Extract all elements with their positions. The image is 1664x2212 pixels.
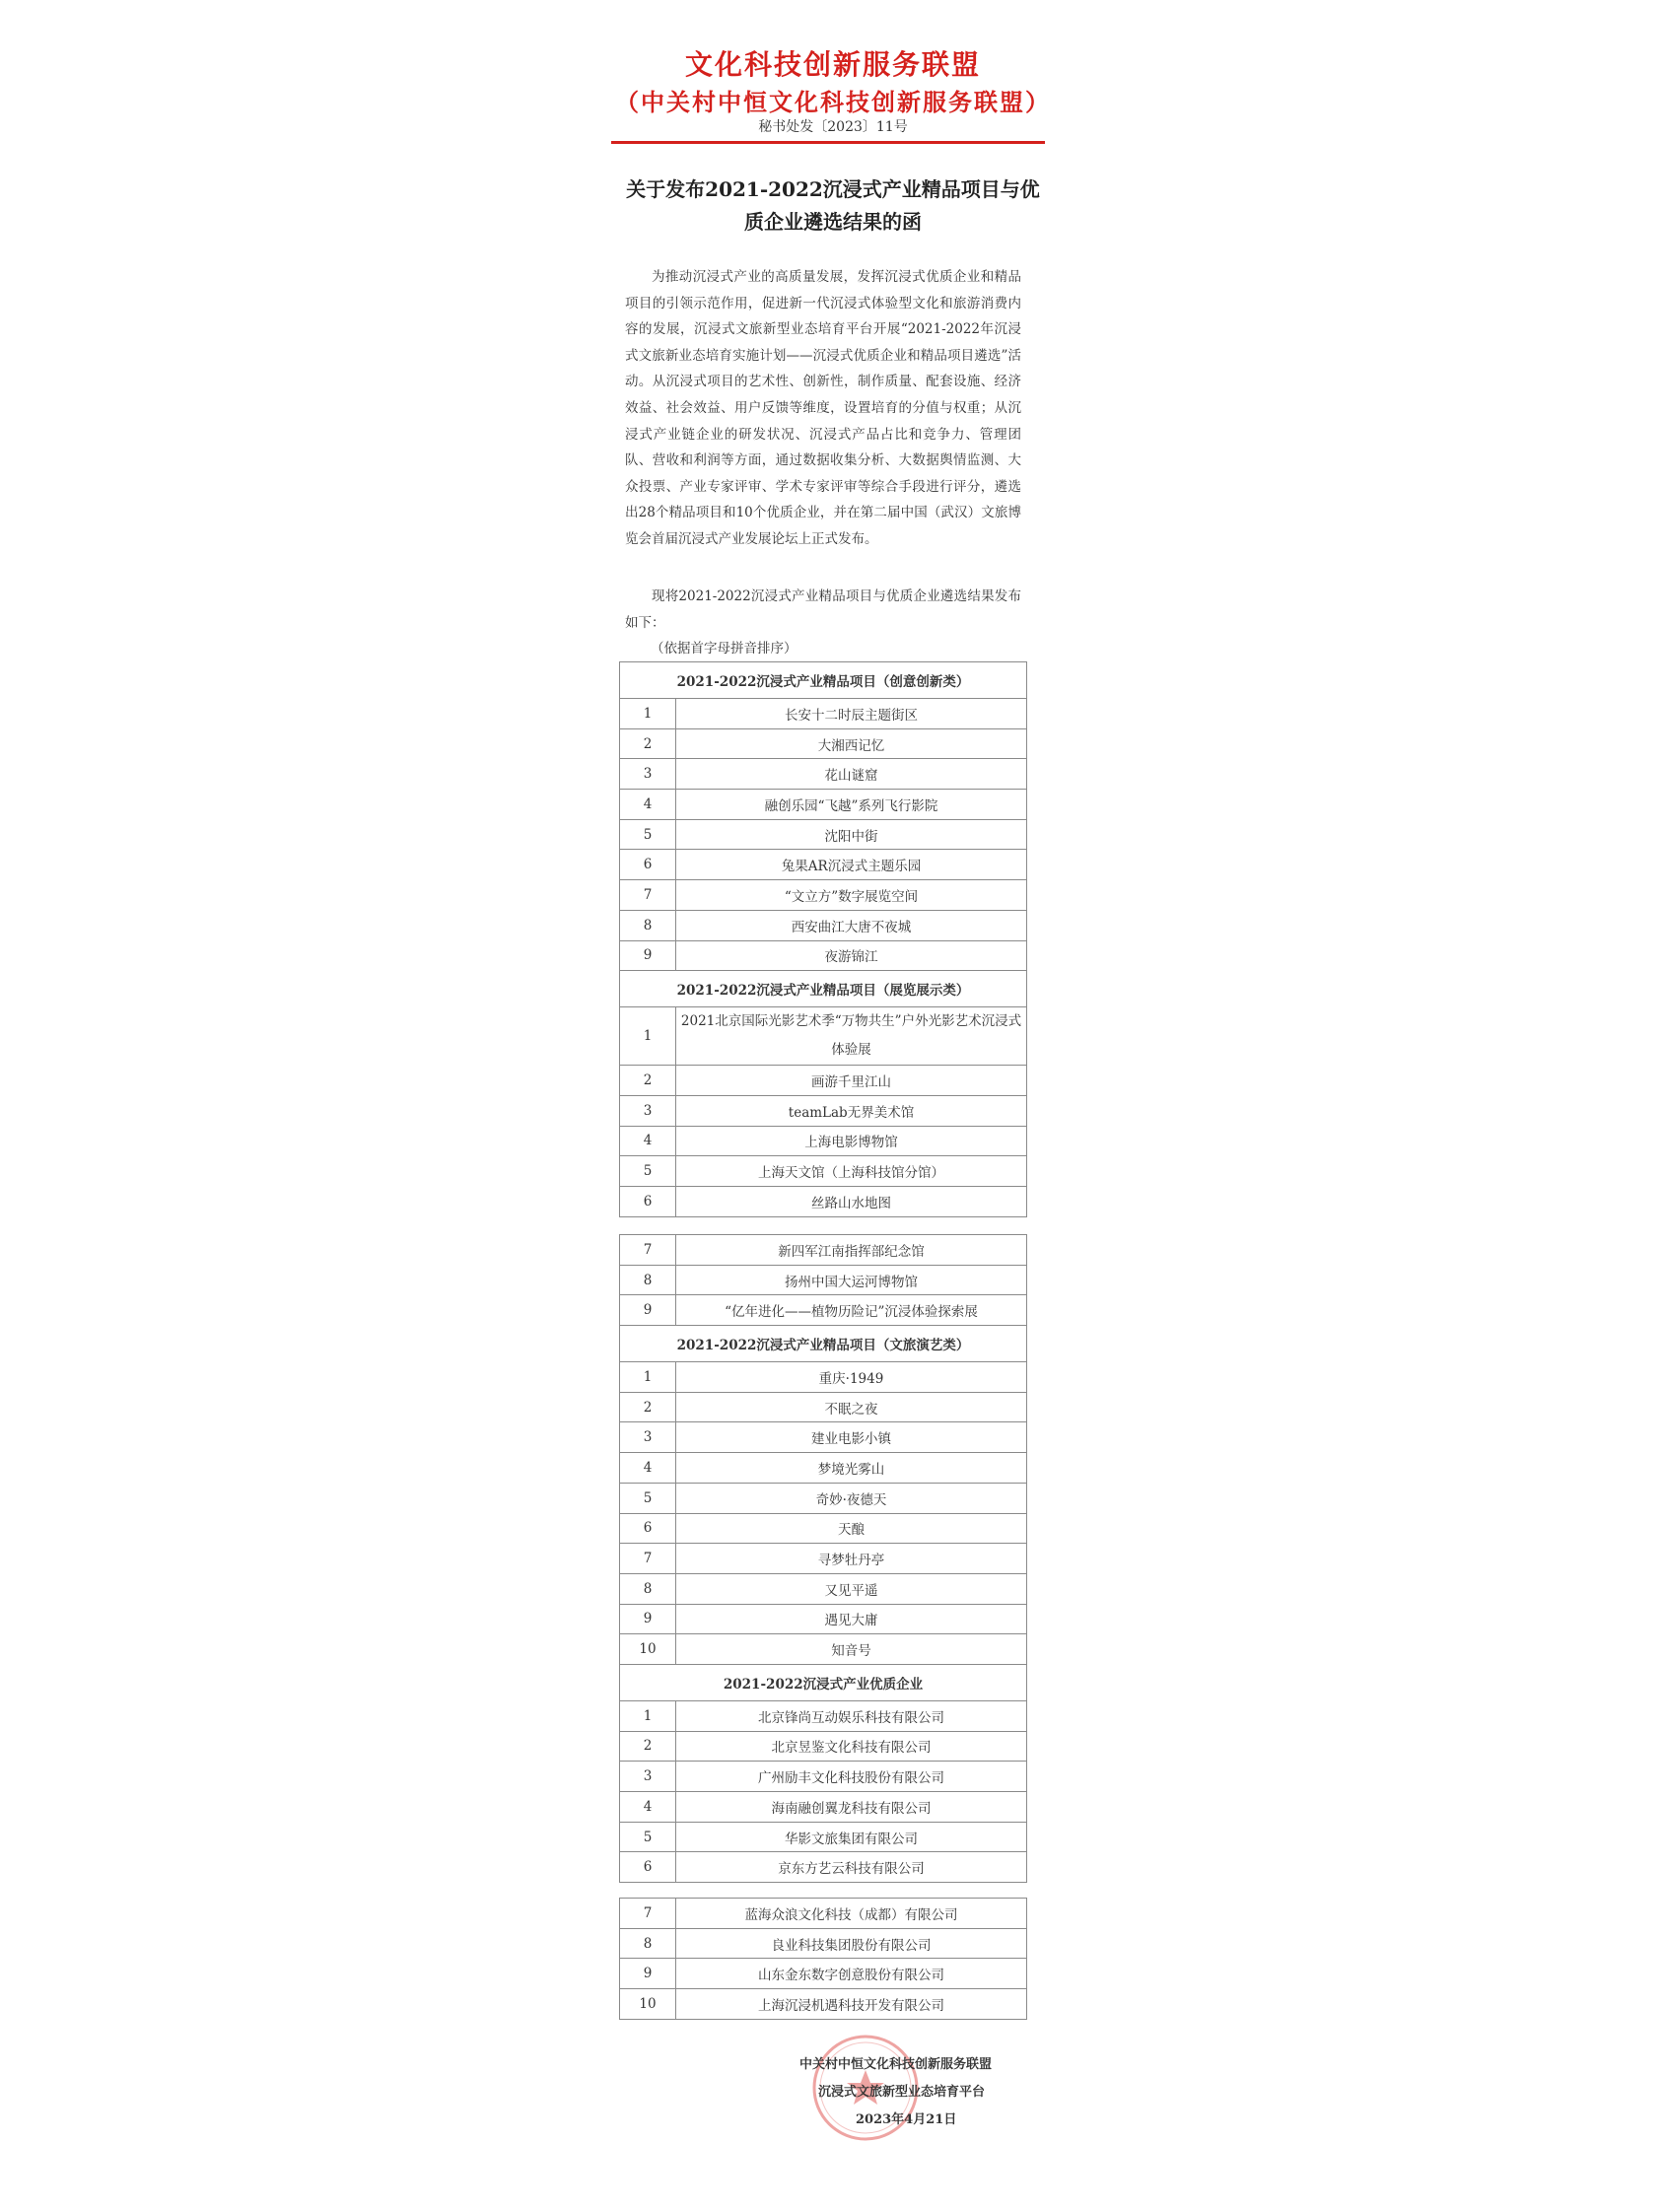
list-item: 北京锋尚互动娱乐科技有限公司 (676, 1700, 1027, 1731)
table-row: 5 华影文旅集团有限公司 (620, 1822, 1027, 1852)
table-row: 6 兔果AR沉浸式主题乐园 (620, 850, 1027, 880)
table-row: 9 夜游锦江 (620, 940, 1027, 971)
org-name: 文化科技创新服务联盟 (684, 48, 981, 81)
list-item: 2021北京国际光影艺术季“万物共生”户外光影艺术沉浸式体验展 (676, 1007, 1027, 1066)
table-row: 10 知音号 (620, 1634, 1027, 1665)
table-row: 4 梦境光雾山 (620, 1453, 1027, 1484)
body-paragraph-2: 现将2021-2022沉浸式产业精品项目与优质企业遴选结果发布如下： (625, 588, 1021, 631)
results-table-2 (619, 1234, 1027, 1883)
table-row: 2 大湘西记忆 (620, 728, 1027, 759)
table-row: 5 沈阳中街 (620, 819, 1027, 850)
document-title: 关于发布2021-2022沉浸式产业精品项目与优质企业遴选结果的函 (626, 177, 1040, 234)
results-table-3 (619, 1898, 1027, 2020)
list-item: 长安十二时辰主题街区 (676, 699, 1027, 729)
list-item: “文立方”数字展览空间 (676, 880, 1027, 911)
table-row: 1 北京锋尚互动娱乐科技有限公司 (620, 1700, 1027, 1731)
list-item: 梦境光雾山 (676, 1453, 1027, 1484)
section-heading-row (620, 662, 1027, 699)
list-item: 西安曲江大唐不夜城 (676, 910, 1027, 940)
list-item: 扬州中国大运河博物馆 (676, 1265, 1027, 1295)
list-item: 良业科技集团股份有限公司 (676, 1928, 1027, 1959)
section-heading-row (620, 971, 1027, 1007)
list-item: 山东金东数字创意股份有限公司 (676, 1959, 1027, 1989)
body-paragraph-1: 为推动沉浸式产业的高质量发展，发挥沉浸式优质企业和精品项目的引领示范作用，促进新一代沉浸式体验型文化和旅游消费内容的发展，沉浸式文旅新型业态培育平台开展“2021-2022年沉浸式文旅新业态培育实施计划——沉浸式优质企业和精品项目遴选”活动。从沉浸式项目的艺术性、创新性，制作质量、配套设施、经济效益、社会效益、用户反馈等维度，设置培育的分值与权重；从沉浸式产业链企业的研发状况、沉浸式产品占比和竞争力、管理团队、营收和利润等方面，通过数据收集分析、大数据舆情监测、大众投票、产业专家评审、学术专家评审等综合手段进行评分，遴选出28个精品项目和10个优质企业，并在第二届中国（武汉）文旅博览会首届沉浸式产业发展论坛上正式发布。 (625, 269, 1021, 547)
table-row: 3 teamLab无界美术馆 (620, 1095, 1027, 1126)
list-item: 融创乐园“飞越”系列飞行影院 (676, 790, 1027, 820)
list-item: 丝路山水地图 (676, 1186, 1027, 1216)
table-row: 1 长安十二时辰主题街区 (620, 699, 1027, 729)
list-item: 上海天文馆（上海科技馆分馆） (676, 1156, 1027, 1187)
list-item: 奇妙·夜德天 (676, 1483, 1027, 1513)
sort-note: （依据首字母拼音排序） (651, 641, 797, 657)
table-row: 8 西安曲江大唐不夜城 (620, 910, 1027, 940)
org-name-full: （中关村中恒文化科技创新服务联盟） (615, 88, 1051, 116)
table-row: 4 上海电影博物馆 (620, 1126, 1027, 1156)
table-row: 4 融创乐园“飞越”系列飞行影院 (620, 790, 1027, 820)
list-item: 广州励丰文化科技股份有限公司 (676, 1762, 1027, 1792)
list-item: 新四军江南指挥部纪念馆 (676, 1235, 1027, 1266)
table-row: 2 画游千里江山 (620, 1066, 1027, 1096)
list-item: 花山谜窟 (676, 759, 1027, 790)
list-item: 上海沉浸机遇科技开发有限公司 (676, 1989, 1027, 2020)
list-item: “亿年进化——植物历险记”沉浸体验探索展 (676, 1295, 1027, 1326)
signature-date: 2023年4月21日 (856, 2112, 957, 2127)
list-item: 海南融创翼龙科技有限公司 (676, 1792, 1027, 1823)
list-item: 画游千里江山 (676, 1066, 1027, 1096)
table-row: 10 上海沉浸机遇科技开发有限公司 (620, 1989, 1027, 2020)
list-item: 又见平遥 (676, 1573, 1027, 1604)
list-item: 不眠之夜 (676, 1392, 1027, 1422)
list-item: 重庆·1949 (676, 1362, 1027, 1393)
list-item: 沈阳中街 (676, 819, 1027, 850)
table-row: 3 广州励丰文化科技股份有限公司 (620, 1762, 1027, 1792)
table-row: 8 良业科技集团股份有限公司 (620, 1928, 1027, 1959)
table-row: 6 京东方艺云科技有限公司 (620, 1852, 1027, 1883)
list-item: teamLab无界美术馆 (676, 1095, 1027, 1126)
signature-platform: 沉浸式文旅新型业态培育平台 (818, 2085, 986, 2100)
table-row: 3 建业电影小镇 (620, 1422, 1027, 1453)
table-row: 9 “亿年进化——植物历险记”沉浸体验探索展 (620, 1295, 1027, 1326)
list-item: 知音号 (676, 1634, 1027, 1665)
table-row: 8 又见平遥 (620, 1573, 1027, 1604)
table-row: 7 新四军江南指挥部纪念馆 (620, 1235, 1027, 1266)
table-row: 7 “文立方”数字展览空间 (620, 880, 1027, 911)
section-heading-creative: 2021-2022沉浸式产业精品项目（创意创新类） (620, 662, 1027, 699)
list-item: 蓝海众浪文化科技（成都）有限公司 (676, 1899, 1027, 1929)
table-row: 6 丝路山水地图 (620, 1186, 1027, 1216)
list-item: 兔果AR沉浸式主题乐园 (676, 850, 1027, 880)
document-number: 秘书处发〔2023〕11号 (758, 119, 908, 135)
list-item: 京东方艺云科技有限公司 (676, 1852, 1027, 1883)
table-row: 9 山东金东数字创意股份有限公司 (620, 1959, 1027, 1989)
list-item: 上海电影博物馆 (676, 1126, 1027, 1156)
list-item: 天酿 (676, 1513, 1027, 1544)
table-row: 1 2021北京国际光影艺术季“万物共生”户外光影艺术沉浸式体验展 (620, 1007, 1027, 1066)
table-row: 7 寻梦牡丹亭 (620, 1544, 1027, 1574)
section-heading-performance: 2021-2022沉浸式产业精品项目（文旅演艺类） (620, 1326, 1027, 1362)
table-row: 4 海南融创翼龙科技有限公司 (620, 1792, 1027, 1823)
table-row: 1 重庆·1949 (620, 1362, 1027, 1393)
table-row: 8 扬州中国大运河博物馆 (620, 1265, 1027, 1295)
table-row: 5 奇妙·夜德天 (620, 1483, 1027, 1513)
list-item: 寻梦牡丹亭 (676, 1544, 1027, 1574)
list-item: 华影文旅集团有限公司 (676, 1822, 1027, 1852)
signature-org: 中关村中恒文化科技创新服务联盟 (799, 2057, 993, 2072)
table-row: 2 不眠之夜 (620, 1392, 1027, 1422)
red-divider (611, 141, 1045, 144)
table-row: 5 上海天文馆（上海科技馆分馆） (620, 1156, 1027, 1187)
list-item: 建业电影小镇 (676, 1422, 1027, 1453)
table-row: 7 蓝海众浪文化科技（成都）有限公司 (620, 1899, 1027, 1929)
section-heading-enterprises: 2021-2022沉浸式产业优质企业 (620, 1664, 1027, 1700)
table-row: 2 北京昱鉴文化科技有限公司 (620, 1731, 1027, 1762)
table-row: 6 天酿 (620, 1513, 1027, 1544)
list-item: 夜游锦江 (676, 940, 1027, 971)
list-item: 北京昱鉴文化科技有限公司 (676, 1731, 1027, 1762)
section-heading-row (620, 1326, 1027, 1362)
list-item: 遇见大庸 (676, 1604, 1027, 1634)
table-row: 9 遇见大庸 (620, 1604, 1027, 1634)
section-heading-row (620, 1664, 1027, 1700)
list-item: 大湘西记忆 (676, 728, 1027, 759)
section-heading-exhibition: 2021-2022沉浸式产业精品项目（展览展示类） (620, 971, 1027, 1007)
results-table-1 (619, 661, 1027, 1217)
table-row: 3 花山谜窟 (620, 759, 1027, 790)
